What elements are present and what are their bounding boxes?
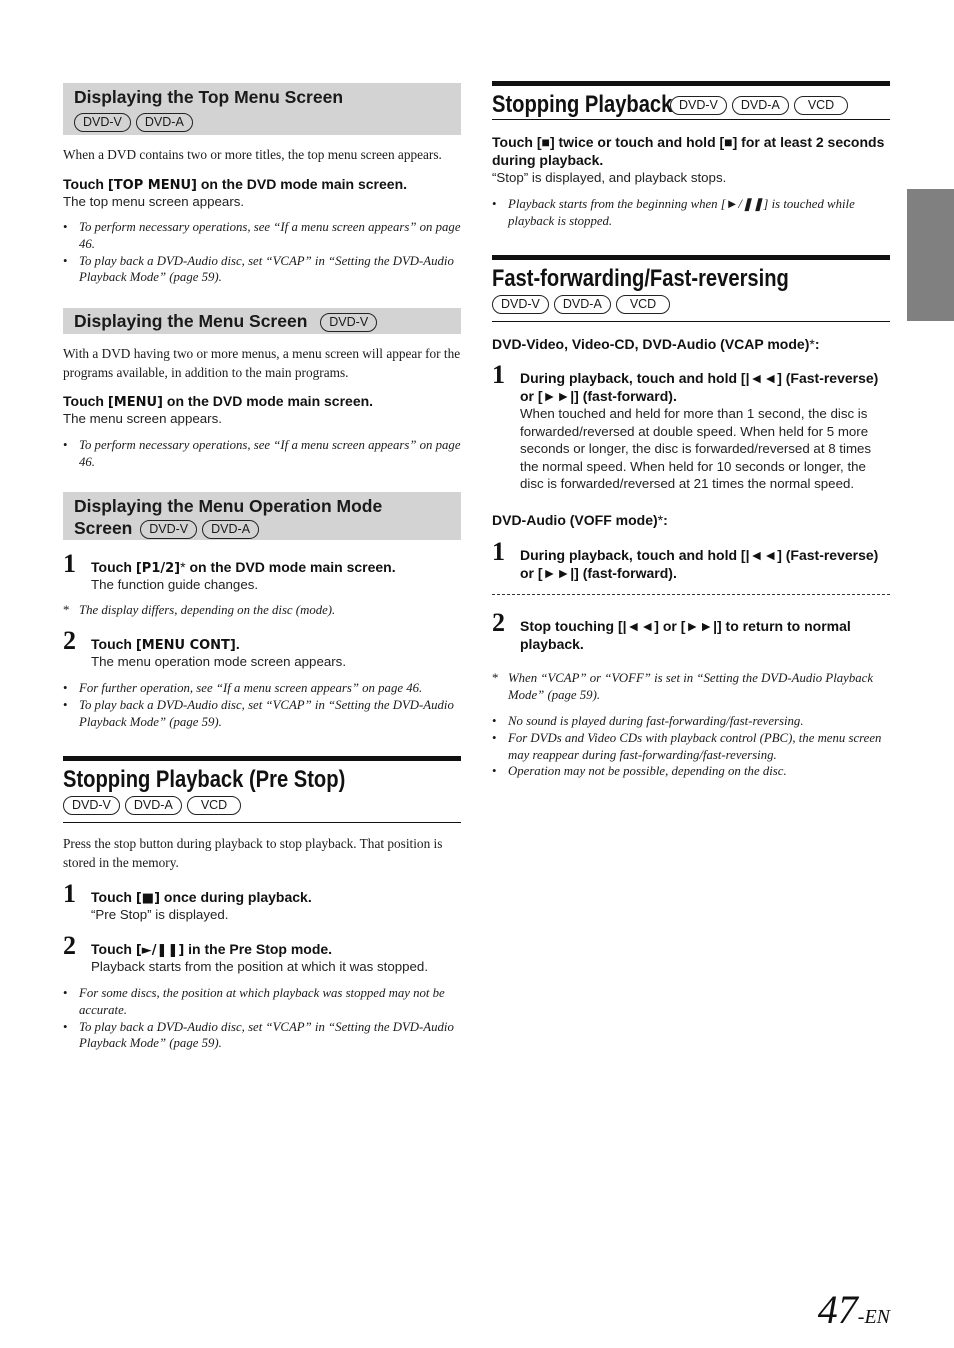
notes-list — [492, 713, 890, 780]
instruction-prefix: Touch — [63, 393, 104, 409]
subheading-suffix: : — [814, 336, 820, 352]
instruction-suffix: on the DVD mode main screen. — [200, 176, 408, 192]
subheading — [492, 335, 892, 353]
step-result: The function guide changes. — [91, 577, 259, 592]
badge-row — [63, 796, 246, 815]
intro-text: Press the stop button during playback to stop playback. That position is stored in the memory. — [63, 836, 443, 870]
heading-text-line2: Screen — [74, 518, 133, 538]
note-item: • For some discs, the position at which playback was stopped may not be accurate. — [63, 985, 461, 1019]
heading-text: Stopping Playback (Pre Stop) — [63, 765, 346, 793]
heading-text: Fast-forwarding/Fast-reversing — [492, 264, 789, 292]
note-item: • No sound is played during fast-forwarding/fast-reversing. — [492, 713, 890, 730]
badge-dvd-a: DVD-A — [732, 96, 789, 115]
section-heading-menu-operation — [63, 492, 461, 540]
divider — [492, 321, 890, 322]
step-result: Playback starts from the position at which it was stopped. — [91, 959, 429, 974]
step-number: 2 — [492, 608, 505, 637]
subheading-text: DVD-Video, Video-CD, DVD-Audio (VCAP mode) — [492, 336, 810, 352]
badge-dvd-a: DVD-A — [125, 796, 182, 815]
divider — [492, 119, 890, 120]
key-menu: [MENU] — [107, 395, 163, 410]
intro-text: With a DVD having two or more menus, a menu screen will appear for the programs available, in addition to the main programs. — [63, 346, 461, 380]
step-suffix: . — [235, 636, 240, 652]
badge-row — [74, 110, 450, 132]
page-number-suffix: -EN — [857, 1306, 890, 1328]
step-number: 1 — [492, 537, 505, 566]
key-menu-cont: [MENU CONT] — [135, 638, 236, 653]
key-play-pause: [►/❚❚] — [135, 943, 185, 958]
asterisk-mark: * — [809, 336, 815, 352]
note-item: • To perform necessary operations, see “If a menu screen appears” on page 46. — [63, 219, 461, 253]
subheading-text: DVD-Audio (VOFF mode) — [492, 512, 658, 528]
heading-line2 — [74, 517, 450, 539]
step-prefix: Touch — [91, 941, 132, 957]
section-heading-ff — [492, 255, 890, 294]
step-prefix: Touch — [91, 889, 132, 905]
section-heading-top-menu — [63, 83, 461, 135]
page-number-value: 47 — [817, 1287, 858, 1332]
result-text: “Stop” is displayed, and playback stops. — [492, 170, 727, 185]
step-prefix: Touch — [91, 559, 132, 575]
instruction — [63, 392, 463, 412]
subheading — [492, 511, 892, 529]
notes-list — [492, 196, 890, 230]
footnote-item: * When “VCAP” or “VOFF” is set in “Setting the DVD-Audio Playback Mode” (page 59). — [492, 670, 890, 704]
badge-vcd: VCD — [187, 796, 241, 815]
note-item: • To play back a DVD-Audio disc, set “VCAP” in “Setting the DVD-Audio Playback Mode” (page 59). — [63, 697, 461, 731]
dashed-divider — [492, 594, 890, 595]
note-item: • To play back a DVD-Audio disc, set “VCAP” in “Setting the DVD-Audio Playback Mode” (page 59). — [63, 1019, 461, 1053]
step-instruction — [91, 635, 463, 655]
step-instruction: During playback, touch and hold [|◄◄] (Fast-reverse) or [►►|] (fast-forward). — [520, 370, 879, 404]
note-item: • Playback starts from the beginning when [►/❚❚] is touched while playback is stopped. — [492, 196, 890, 230]
result-text: The top menu screen appears. — [63, 194, 245, 209]
heading-text: Displaying the Menu Screen — [74, 311, 308, 331]
footnote — [492, 670, 890, 704]
note-item: • To perform necessary operations, see “If a menu screen appears” on page 46. — [63, 437, 461, 471]
key-top-menu: [TOP MENU] — [107, 178, 197, 193]
badge-dvd-a: DVD-A — [554, 295, 611, 314]
step-number: 1 — [63, 549, 76, 578]
heading-text-line1: Displaying the Menu Operation Mode — [74, 496, 383, 516]
divider — [63, 822, 461, 823]
step-suffix: on the DVD mode main screen. — [189, 559, 396, 575]
subheading-suffix: : — [663, 512, 668, 528]
heading-text: Displaying the Top Menu Screen — [74, 87, 344, 107]
step-instruction: During playback, touch and hold [|◄◄] (Fast-reverse) or [►►|] (fast-forward). — [520, 547, 879, 581]
heading-line — [492, 90, 853, 120]
step-instruction: Stop touching [|◄◄] or [►►|] to return to normal playback. — [520, 618, 851, 652]
intro-text: When a DVD contains two or more titles, the top menu screen appears. — [63, 147, 442, 162]
step-result: When touched and held for more than 1 second, the disc is forwarded/reversed at double speed. When held for 5 more seconds or longer, the disc is forwarded/reversed at 8 times the normal speed. When held for 10 seconds or longer, the disc is forwarded/reversed at 21 times the normal speed. — [520, 406, 872, 492]
footnote — [63, 602, 461, 619]
result-text: The menu screen appears. — [63, 411, 222, 426]
note-item: • For further operation, see “If a menu screen appears” on page 46. — [63, 680, 461, 697]
badge-dvd-a: DVD-A — [136, 113, 193, 132]
badge-vcd: VCD — [794, 96, 848, 115]
instruction: Touch [■] twice or touch and hold [■] for at least 2 seconds during playback. — [492, 134, 885, 168]
section-heading-pre-stop — [63, 756, 461, 795]
asterisk-mark: * — [180, 559, 186, 575]
instruction-prefix: Touch — [63, 176, 104, 192]
step-instruction — [91, 558, 463, 578]
step-result: The menu operation mode screen appears. — [91, 654, 347, 669]
note-item: • For DVDs and Video CDs with playback control (PBC), the menu screen may reappear during fast-forwarding/fast-reversing. — [492, 730, 890, 764]
step-suffix: once during playback. — [163, 889, 312, 905]
step-instruction — [91, 940, 463, 960]
notes-list — [63, 219, 461, 286]
note-item: • Operation may not be possible, depending on the disc. — [492, 763, 890, 780]
key-p1-2: [P1/2] — [135, 561, 181, 576]
step-instruction — [91, 888, 463, 908]
notes-list — [63, 680, 461, 730]
step-number: 1 — [63, 879, 76, 908]
instruction — [63, 175, 463, 195]
step-prefix: Touch — [91, 636, 132, 652]
notes-list — [63, 985, 461, 1052]
step-result: “Pre Stop” is displayed. — [91, 907, 229, 922]
step-number: 2 — [63, 626, 76, 655]
section-heading-menu — [63, 308, 461, 334]
badge-dvd-v: DVD-V — [670, 96, 727, 115]
badge-dvd-v: DVD-V — [492, 295, 549, 314]
notes-list — [63, 437, 461, 471]
badge-dvd-v: DVD-V — [140, 520, 197, 539]
badge-dvd-v: DVD-V — [320, 313, 377, 332]
step-number: 2 — [63, 931, 76, 960]
badge-dvd-v: DVD-V — [74, 113, 131, 132]
heading-text: Stopping Playback — [492, 90, 673, 118]
footnote-item: * The display differs, depending on the disc (mode). — [63, 602, 461, 619]
badge-vcd: VCD — [616, 295, 670, 314]
step-number: 1 — [492, 360, 505, 389]
step-suffix: in the Pre Stop mode. — [188, 941, 333, 957]
section-heading-stop — [492, 81, 890, 120]
key-stop: [■] — [135, 891, 161, 906]
page-number — [817, 1287, 890, 1332]
badge-dvd-a: DVD-A — [202, 520, 259, 539]
note-item: • To play back a DVD-Audio disc, set “VCAP” in “Setting the DVD-Audio Playback Mode” (page 59). — [63, 253, 461, 287]
badge-dvd-v: DVD-V — [63, 796, 120, 815]
badge-row — [492, 295, 675, 314]
chapter-side-tab — [907, 189, 954, 321]
instruction-suffix: on the DVD mode main screen. — [166, 393, 374, 409]
asterisk-mark: * — [657, 512, 664, 528]
